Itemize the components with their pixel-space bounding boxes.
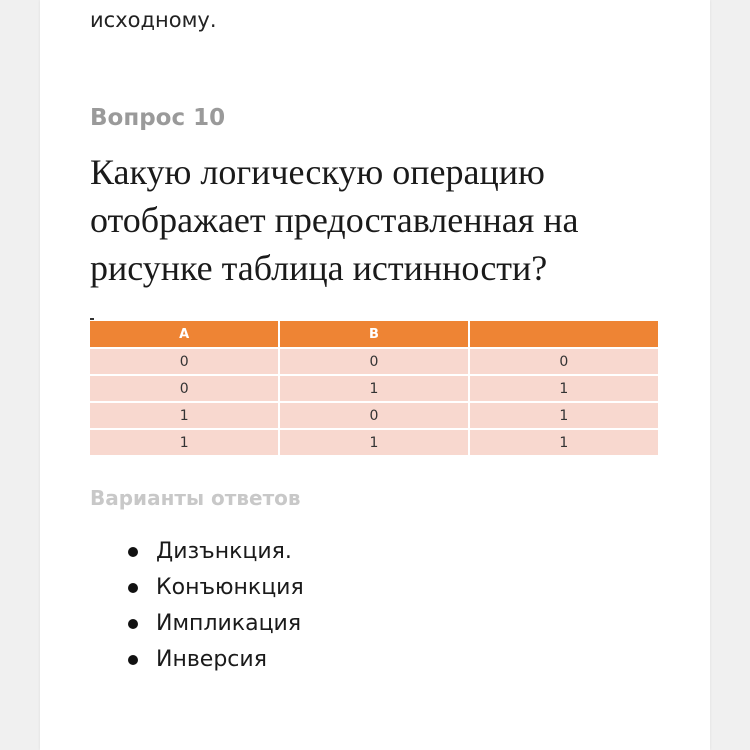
answer-option-label: Инверсия xyxy=(156,647,267,672)
table-cell: 1 xyxy=(90,402,279,429)
answer-option-label: Конъюнкция xyxy=(156,575,304,600)
table-row xyxy=(90,348,658,375)
truth-table xyxy=(90,321,658,455)
answer-option[interactable] xyxy=(90,570,304,606)
answer-option[interactable] xyxy=(90,642,304,678)
table-cell: 1 xyxy=(279,375,468,402)
answers-heading: Варианты ответов xyxy=(90,486,301,510)
bullet-icon xyxy=(128,655,138,665)
answer-option[interactable] xyxy=(90,606,304,642)
table-cell: 0 xyxy=(279,348,468,375)
table-cell: 1 xyxy=(469,429,658,455)
answer-option-label: Импликация xyxy=(156,611,302,636)
table-cell: 0 xyxy=(469,348,658,375)
answer-options-list xyxy=(90,534,304,678)
table-cell: 1 xyxy=(90,429,279,455)
truth-table-header-a: A xyxy=(90,321,279,348)
previous-answer-text: исходному. xyxy=(90,8,217,32)
bullet-icon xyxy=(128,619,138,629)
answer-option-label: Дизънкция. xyxy=(156,539,292,564)
table-cell: 0 xyxy=(279,402,468,429)
table-row xyxy=(90,375,658,402)
table-cell: 1 xyxy=(279,429,468,455)
table-cell: 1 xyxy=(469,402,658,429)
truth-table-header-row xyxy=(90,321,658,348)
bullet-icon xyxy=(128,583,138,593)
bullet-icon xyxy=(128,547,138,557)
table-cell: 0 xyxy=(90,348,279,375)
table-cell: 1 xyxy=(469,375,658,402)
table-cell: 0 xyxy=(90,375,279,402)
answer-option[interactable] xyxy=(90,534,304,570)
question-number: Вопрос 10 xyxy=(90,105,226,131)
image-corner-mark xyxy=(90,318,94,320)
table-row xyxy=(90,402,658,429)
truth-table-header-result xyxy=(469,321,658,348)
question-text: Какую логическую операцию отображает предоставленная на рисунке таблица истинности? xyxy=(90,152,579,288)
truth-table-header-b: B xyxy=(279,321,468,348)
table-row xyxy=(90,429,658,455)
